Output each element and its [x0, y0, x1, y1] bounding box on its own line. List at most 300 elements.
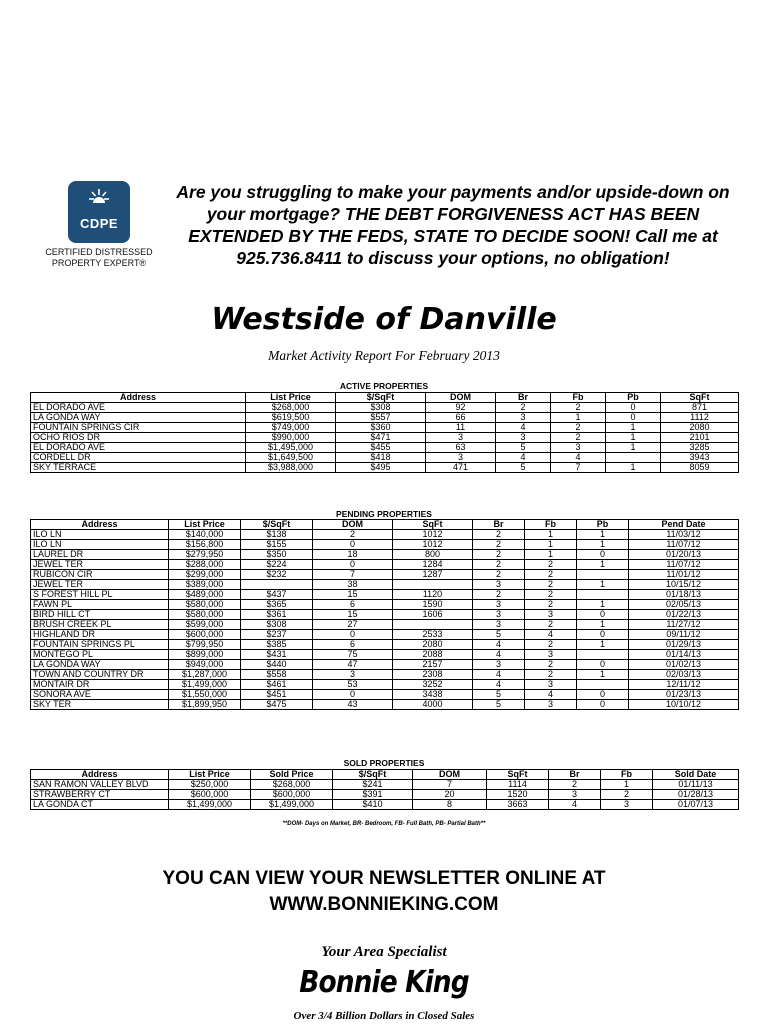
- table-cell: 1590: [393, 600, 473, 610]
- table-cell: [577, 680, 629, 690]
- table-cell: 2157: [393, 660, 473, 670]
- table-cell: 3943: [661, 453, 739, 463]
- table-cell: 01/07/13: [653, 800, 739, 810]
- table-cell: 2: [473, 540, 525, 550]
- table-cell: 1: [525, 550, 577, 560]
- active-column-header: SqFt: [661, 393, 739, 403]
- table-cell: 47: [313, 660, 393, 670]
- table-cell: $385: [241, 640, 313, 650]
- table-cell: 3: [549, 790, 601, 800]
- table-row: [31, 413, 739, 423]
- table-cell: $1,649,500: [246, 453, 336, 463]
- agent-name: Bonnie King: [299, 965, 469, 1000]
- sold-column-header: Sold Price: [251, 770, 333, 780]
- table-cell: 2: [551, 423, 606, 433]
- table-cell: $489,000: [169, 590, 241, 600]
- table-cell: 2: [473, 530, 525, 540]
- table-cell: 1284: [393, 560, 473, 570]
- pending-column-header: SqFt: [393, 520, 473, 530]
- table-cell: 09/11/12: [629, 630, 739, 640]
- table-cell: MONTAIR DR: [31, 680, 169, 690]
- table-cell: 1520: [487, 790, 549, 800]
- table-row: [31, 790, 739, 800]
- table-cell: 1112: [661, 413, 739, 423]
- table-cell: $580,000: [169, 610, 241, 620]
- table-cell: 4: [551, 453, 606, 463]
- table-cell: 2: [549, 780, 601, 790]
- table-cell: 3: [525, 700, 577, 710]
- table-cell: $471: [336, 433, 426, 443]
- table-cell: 1: [525, 530, 577, 540]
- table-cell: BRUSH CREEK PL: [31, 620, 169, 630]
- table-cell: 38: [313, 580, 393, 590]
- table-cell: MONTEGO PL: [31, 650, 169, 660]
- table-cell: 01/28/13: [653, 790, 739, 800]
- table-row: [31, 580, 739, 590]
- table-cell: $799,950: [169, 640, 241, 650]
- pending-header-row: [31, 520, 739, 530]
- table-cell: 3: [525, 680, 577, 690]
- table-cell: $308: [241, 620, 313, 630]
- table-cell: 1: [601, 780, 653, 790]
- table-cell: 01/20/13: [629, 550, 739, 560]
- table-row: [31, 403, 739, 413]
- pending-column-header: Fb: [525, 520, 577, 530]
- table-cell: 1120: [393, 590, 473, 600]
- table-cell: 2: [525, 620, 577, 630]
- table-cell: JEWEL TER: [31, 580, 169, 590]
- table-cell: $600,000: [169, 630, 241, 640]
- table-cell: 01/18/13: [629, 590, 739, 600]
- table-cell: 2088: [393, 650, 473, 660]
- table-cell: 2: [525, 560, 577, 570]
- table-cell: 3: [426, 433, 496, 443]
- specialist-label: Your Area Specialist: [321, 944, 447, 960]
- pending-heading: PENDING PROPERTIES: [336, 509, 432, 519]
- active-column-header: Fb: [551, 393, 606, 403]
- table-row: [31, 423, 739, 433]
- table-cell: 11/01/12: [629, 570, 739, 580]
- active-properties-table: [30, 392, 739, 473]
- table-cell: EL DORADO AVE: [31, 443, 246, 453]
- table-row: [31, 433, 739, 443]
- table-cell: 18: [313, 550, 393, 560]
- table-cell: LA GONDA WAY: [31, 413, 246, 423]
- table-cell: 2080: [661, 423, 739, 433]
- table-cell: 7: [413, 780, 487, 790]
- table-cell: 3: [426, 453, 496, 463]
- logo-caption-line1: CERTIFIED DISTRESSED: [45, 247, 153, 257]
- sold-properties-table: [30, 769, 739, 810]
- table-row: [31, 690, 739, 700]
- table-cell: 1: [577, 540, 629, 550]
- table-cell: SONORA AVE: [31, 690, 169, 700]
- cdpe-badge: [68, 181, 130, 243]
- table-cell: $1,499,000: [169, 680, 241, 690]
- table-cell: STRAWBERRY CT: [31, 790, 169, 800]
- table-cell: 1: [577, 530, 629, 540]
- active-column-header: DOM: [426, 393, 496, 403]
- table-cell: FOUNTAIN SPRINGS PL: [31, 640, 169, 650]
- table-cell: 1606: [393, 610, 473, 620]
- table-cell: [393, 620, 473, 630]
- table-cell: 0: [577, 630, 629, 640]
- table-cell: 0: [577, 690, 629, 700]
- table-cell: 3: [473, 600, 525, 610]
- table-cell: 1: [551, 413, 606, 423]
- table-cell: $1,899,950: [169, 700, 241, 710]
- table-cell: 3: [496, 413, 551, 423]
- table-cell: 800: [393, 550, 473, 560]
- table-cell: $599,000: [169, 620, 241, 630]
- table-cell: OCHO RIOS DR: [31, 433, 246, 443]
- table-cell: $418: [336, 453, 426, 463]
- table-cell: 7: [313, 570, 393, 580]
- table-row: [31, 800, 739, 810]
- table-cell: $391: [333, 790, 413, 800]
- table-cell: $389,000: [169, 580, 241, 590]
- table-cell: 1012: [393, 540, 473, 550]
- report-subtitle: Market Activity Report For February 2013: [268, 348, 500, 363]
- newsletter-online-notice: [0, 866, 768, 918]
- table-row: [31, 570, 739, 580]
- table-cell: [577, 650, 629, 660]
- table-row: [31, 453, 739, 463]
- online-line1: YOU CAN VIEW YOUR NEWSLETTER ONLINE AT: [162, 868, 606, 889]
- logo-abbreviation: CDPE: [79, 216, 119, 231]
- table-cell: $350: [241, 550, 313, 560]
- table-cell: HIGHLAND DR: [31, 630, 169, 640]
- pending-column-header: Pend Date: [629, 520, 739, 530]
- table-cell: 0: [577, 660, 629, 670]
- table-cell: $990,000: [246, 433, 336, 443]
- sold-column-header: List Price: [169, 770, 251, 780]
- logo-caption: [44, 247, 154, 269]
- sold-column-header: $/SqFt: [333, 770, 413, 780]
- table-cell: $156,800: [169, 540, 241, 550]
- active-column-header: List Price: [246, 393, 336, 403]
- table-row: [31, 610, 739, 620]
- table-cell: 66: [426, 413, 496, 423]
- table-cell: $600,000: [169, 790, 251, 800]
- table-cell: 4: [496, 453, 551, 463]
- table-cell: 1: [577, 620, 629, 630]
- table-cell: $308: [336, 403, 426, 413]
- table-cell: 2: [551, 403, 606, 413]
- table-cell: 0: [577, 550, 629, 560]
- table-cell: $749,000: [246, 423, 336, 433]
- table-cell: 5: [496, 443, 551, 453]
- table-cell: $232: [241, 570, 313, 580]
- table-row: [31, 463, 739, 473]
- table-cell: 01/29/13: [629, 640, 739, 650]
- table-cell: 1: [606, 463, 661, 473]
- table-cell: RUBICON CIR: [31, 570, 169, 580]
- table-cell: $3,988,000: [246, 463, 336, 473]
- table-cell: $1,495,000: [246, 443, 336, 453]
- table-cell: 75: [313, 650, 393, 660]
- table-cell: 11: [426, 423, 496, 433]
- table-cell: $431: [241, 650, 313, 660]
- table-row: [31, 700, 739, 710]
- table-cell: 01/23/13: [629, 690, 739, 700]
- table-row: [31, 540, 739, 550]
- table-cell: 0: [606, 413, 661, 423]
- website-url: WWW.BONNIEKING.COM: [269, 894, 499, 915]
- pending-column-header: DOM: [313, 520, 393, 530]
- table-cell: 4: [473, 670, 525, 680]
- table-cell: 2101: [661, 433, 739, 443]
- table-row: [31, 660, 739, 670]
- table-cell: 2: [525, 600, 577, 610]
- table-cell: 1: [577, 640, 629, 650]
- table-cell: 2: [525, 590, 577, 600]
- table-cell: 2: [473, 590, 525, 600]
- table-cell: FOUNTAIN SPRINGS CIR: [31, 423, 246, 433]
- pending-properties-table: [30, 519, 739, 710]
- table-cell: $224: [241, 560, 313, 570]
- table-cell: [577, 590, 629, 600]
- table-row: [31, 630, 739, 640]
- table-cell: 1: [606, 433, 661, 443]
- cdpe-logo: [44, 181, 154, 269]
- table-cell: 2308: [393, 670, 473, 680]
- table-cell: 20: [413, 790, 487, 800]
- table-cell: 43: [313, 700, 393, 710]
- table-cell: 01/02/13: [629, 660, 739, 670]
- table-row: [31, 780, 739, 790]
- table-row: [31, 590, 739, 600]
- table-cell: 2080: [393, 640, 473, 650]
- active-column-header: Pb: [606, 393, 661, 403]
- table-cell: FAWN PL: [31, 600, 169, 610]
- sunburst-icon: [87, 187, 111, 211]
- table-cell: 6: [313, 640, 393, 650]
- table-row: [31, 620, 739, 630]
- active-column-header: $/SqFt: [336, 393, 426, 403]
- table-cell: 1: [577, 600, 629, 610]
- table-cell: $268,000: [246, 403, 336, 413]
- table-cell: 01/14/13: [629, 650, 739, 660]
- table-cell: 4: [549, 800, 601, 810]
- table-cell: 4: [496, 423, 551, 433]
- table-cell: 6: [313, 600, 393, 610]
- logo-caption-line2: PROPERTY EXPERT®: [51, 258, 147, 268]
- table-cell: $440: [241, 660, 313, 670]
- table-cell: 3: [601, 800, 653, 810]
- table-cell: $365: [241, 600, 313, 610]
- table-cell: 3663: [487, 800, 549, 810]
- table-cell: 3: [496, 433, 551, 443]
- table-cell: 10/10/12: [629, 700, 739, 710]
- table-cell: 2: [473, 570, 525, 580]
- sold-column-header: Br: [549, 770, 601, 780]
- table-cell: LAUREL DR: [31, 550, 169, 560]
- table-cell: 3: [473, 620, 525, 630]
- table-cell: SAN RAMON VALLEY BLVD: [31, 780, 169, 790]
- table-cell: 0: [313, 630, 393, 640]
- table-cell: $250,000: [169, 780, 251, 790]
- table-cell: 871: [661, 403, 739, 413]
- table-cell: 0: [577, 700, 629, 710]
- table-cell: 1: [525, 540, 577, 550]
- sold-column-header: SqFt: [487, 770, 549, 780]
- table-cell: $557: [336, 413, 426, 423]
- table-cell: 1: [577, 580, 629, 590]
- table-cell: $237: [241, 630, 313, 640]
- table-cell: 2: [551, 433, 606, 443]
- table-cell: 15: [313, 590, 393, 600]
- table-cell: 0: [577, 610, 629, 620]
- table-cell: 8059: [661, 463, 739, 473]
- table-cell: 2533: [393, 630, 473, 640]
- table-cell: 3: [525, 610, 577, 620]
- sold-column-header: Fb: [601, 770, 653, 780]
- table-cell: 471: [426, 463, 496, 473]
- table-cell: 5: [473, 690, 525, 700]
- table-row: [31, 550, 739, 560]
- table-cell: 3: [551, 443, 606, 453]
- table-cell: 10/15/12: [629, 580, 739, 590]
- table-cell: 0: [313, 540, 393, 550]
- table-cell: 1: [606, 443, 661, 453]
- table-cell: SKY TER: [31, 700, 169, 710]
- table-cell: $461: [241, 680, 313, 690]
- table-cell: 1287: [393, 570, 473, 580]
- table-cell: $1,499,000: [169, 800, 251, 810]
- table-cell: 4: [525, 630, 577, 640]
- table-cell: 11/03/12: [629, 530, 739, 540]
- table-cell: $299,000: [169, 570, 241, 580]
- table-cell: 2: [525, 580, 577, 590]
- table-cell: 12/11/12: [629, 680, 739, 690]
- table-cell: 4: [525, 690, 577, 700]
- table-cell: $1,287,000: [169, 670, 241, 680]
- table-cell: 5: [473, 700, 525, 710]
- table-cell: 1: [577, 560, 629, 570]
- table-cell: 4: [473, 640, 525, 650]
- table-cell: 2: [525, 660, 577, 670]
- table-cell: ILO LN: [31, 530, 169, 540]
- table-row: [31, 600, 739, 610]
- table-cell: [241, 580, 313, 590]
- table-cell: 4000: [393, 700, 473, 710]
- table-cell: $558: [241, 670, 313, 680]
- table-cell: 5: [473, 630, 525, 640]
- sold-column-header: Address: [31, 770, 169, 780]
- table-cell: $580,000: [169, 600, 241, 610]
- table-cell: CORDELL DR: [31, 453, 246, 463]
- table-cell: 1: [577, 670, 629, 680]
- active-heading: ACTIVE PROPERTIES: [339, 381, 429, 391]
- table-cell: 4: [473, 680, 525, 690]
- table-cell: $1,550,000: [169, 690, 241, 700]
- table-cell: [606, 453, 661, 463]
- table-cell: $140,000: [169, 530, 241, 540]
- sold-column-header: DOM: [413, 770, 487, 780]
- table-cell: $361: [241, 610, 313, 620]
- closed-sales-tagline: Over 3/4 Billion Dollars in Closed Sales: [293, 1010, 475, 1022]
- table-cell: 2: [601, 790, 653, 800]
- table-cell: 3: [473, 660, 525, 670]
- table-cell: 0: [313, 690, 393, 700]
- table-cell: $279,950: [169, 550, 241, 560]
- table-cell: S FOREST HILL PL: [31, 590, 169, 600]
- pending-column-header: List Price: [169, 520, 241, 530]
- table-cell: 63: [426, 443, 496, 453]
- page-title: Westside of Danville: [211, 302, 557, 337]
- sold-header-row: [31, 770, 739, 780]
- table-cell: $268,000: [251, 780, 333, 790]
- table-cell: $1,499,000: [251, 800, 333, 810]
- table-cell: 3: [313, 670, 393, 680]
- sold-column-header: Sold Date: [653, 770, 739, 780]
- table-row: [31, 443, 739, 453]
- table-cell: 2: [525, 670, 577, 680]
- table-cell: 2: [313, 530, 393, 540]
- table-cell: 53: [313, 680, 393, 690]
- table-row: [31, 670, 739, 680]
- table-row: [31, 530, 739, 540]
- table-cell: 02/03/13: [629, 670, 739, 680]
- table-cell: SKY TERRACE: [31, 463, 246, 473]
- active-header-row: [31, 393, 739, 403]
- table-cell: $495: [336, 463, 426, 473]
- table-cell: 5: [496, 463, 551, 473]
- table-cell: 0: [606, 403, 661, 413]
- table-cell: 3: [473, 610, 525, 620]
- table-row: [31, 560, 739, 570]
- table-cell: 3252: [393, 680, 473, 690]
- table-cell: 27: [313, 620, 393, 630]
- table-cell: $241: [333, 780, 413, 790]
- table-cell: $437: [241, 590, 313, 600]
- table-cell: $600,000: [251, 790, 333, 800]
- table-cell: 3: [473, 580, 525, 590]
- table-cell: 02/05/13: [629, 600, 739, 610]
- table-cell: 2: [525, 640, 577, 650]
- table-cell: $288,000: [169, 560, 241, 570]
- table-cell: 1012: [393, 530, 473, 540]
- sold-heading: SOLD PROPERTIES: [343, 758, 425, 768]
- table-cell: $155: [241, 540, 313, 550]
- table-row: [31, 640, 739, 650]
- table-cell: 2: [525, 570, 577, 580]
- table-cell: 2: [496, 403, 551, 413]
- active-column-header: Address: [31, 393, 246, 403]
- promo-headline: Are you struggling to make your payments and/or upside-down on your mortgage? THE DEBT FORGIVENESS ACT HAS BEEN EXTENDED BY THE FEDS, STATE TO DECIDE SOON! Call me at 925.736.8411 to discuss your options, no obligation!: [176, 182, 730, 268]
- table-row: [31, 680, 739, 690]
- table-cell: [577, 570, 629, 580]
- table-cell: 15: [313, 610, 393, 620]
- table-cell: 01/22/13: [629, 610, 739, 620]
- table-row: [31, 650, 739, 660]
- table-cell: $899,000: [169, 650, 241, 660]
- table-cell: 92: [426, 403, 496, 413]
- pending-column-header: Pb: [577, 520, 629, 530]
- active-column-header: Br: [496, 393, 551, 403]
- table-cell: 11/07/12: [629, 560, 739, 570]
- table-cell: $360: [336, 423, 426, 433]
- table-cell: $475: [241, 700, 313, 710]
- table-cell: $138: [241, 530, 313, 540]
- table-cell: $455: [336, 443, 426, 453]
- pending-column-header: $/SqFt: [241, 520, 313, 530]
- table-cell: 7: [551, 463, 606, 473]
- table-cell: JEWEL TER: [31, 560, 169, 570]
- table-cell: LA GONDA WAY: [31, 660, 169, 670]
- table-cell: $410: [333, 800, 413, 810]
